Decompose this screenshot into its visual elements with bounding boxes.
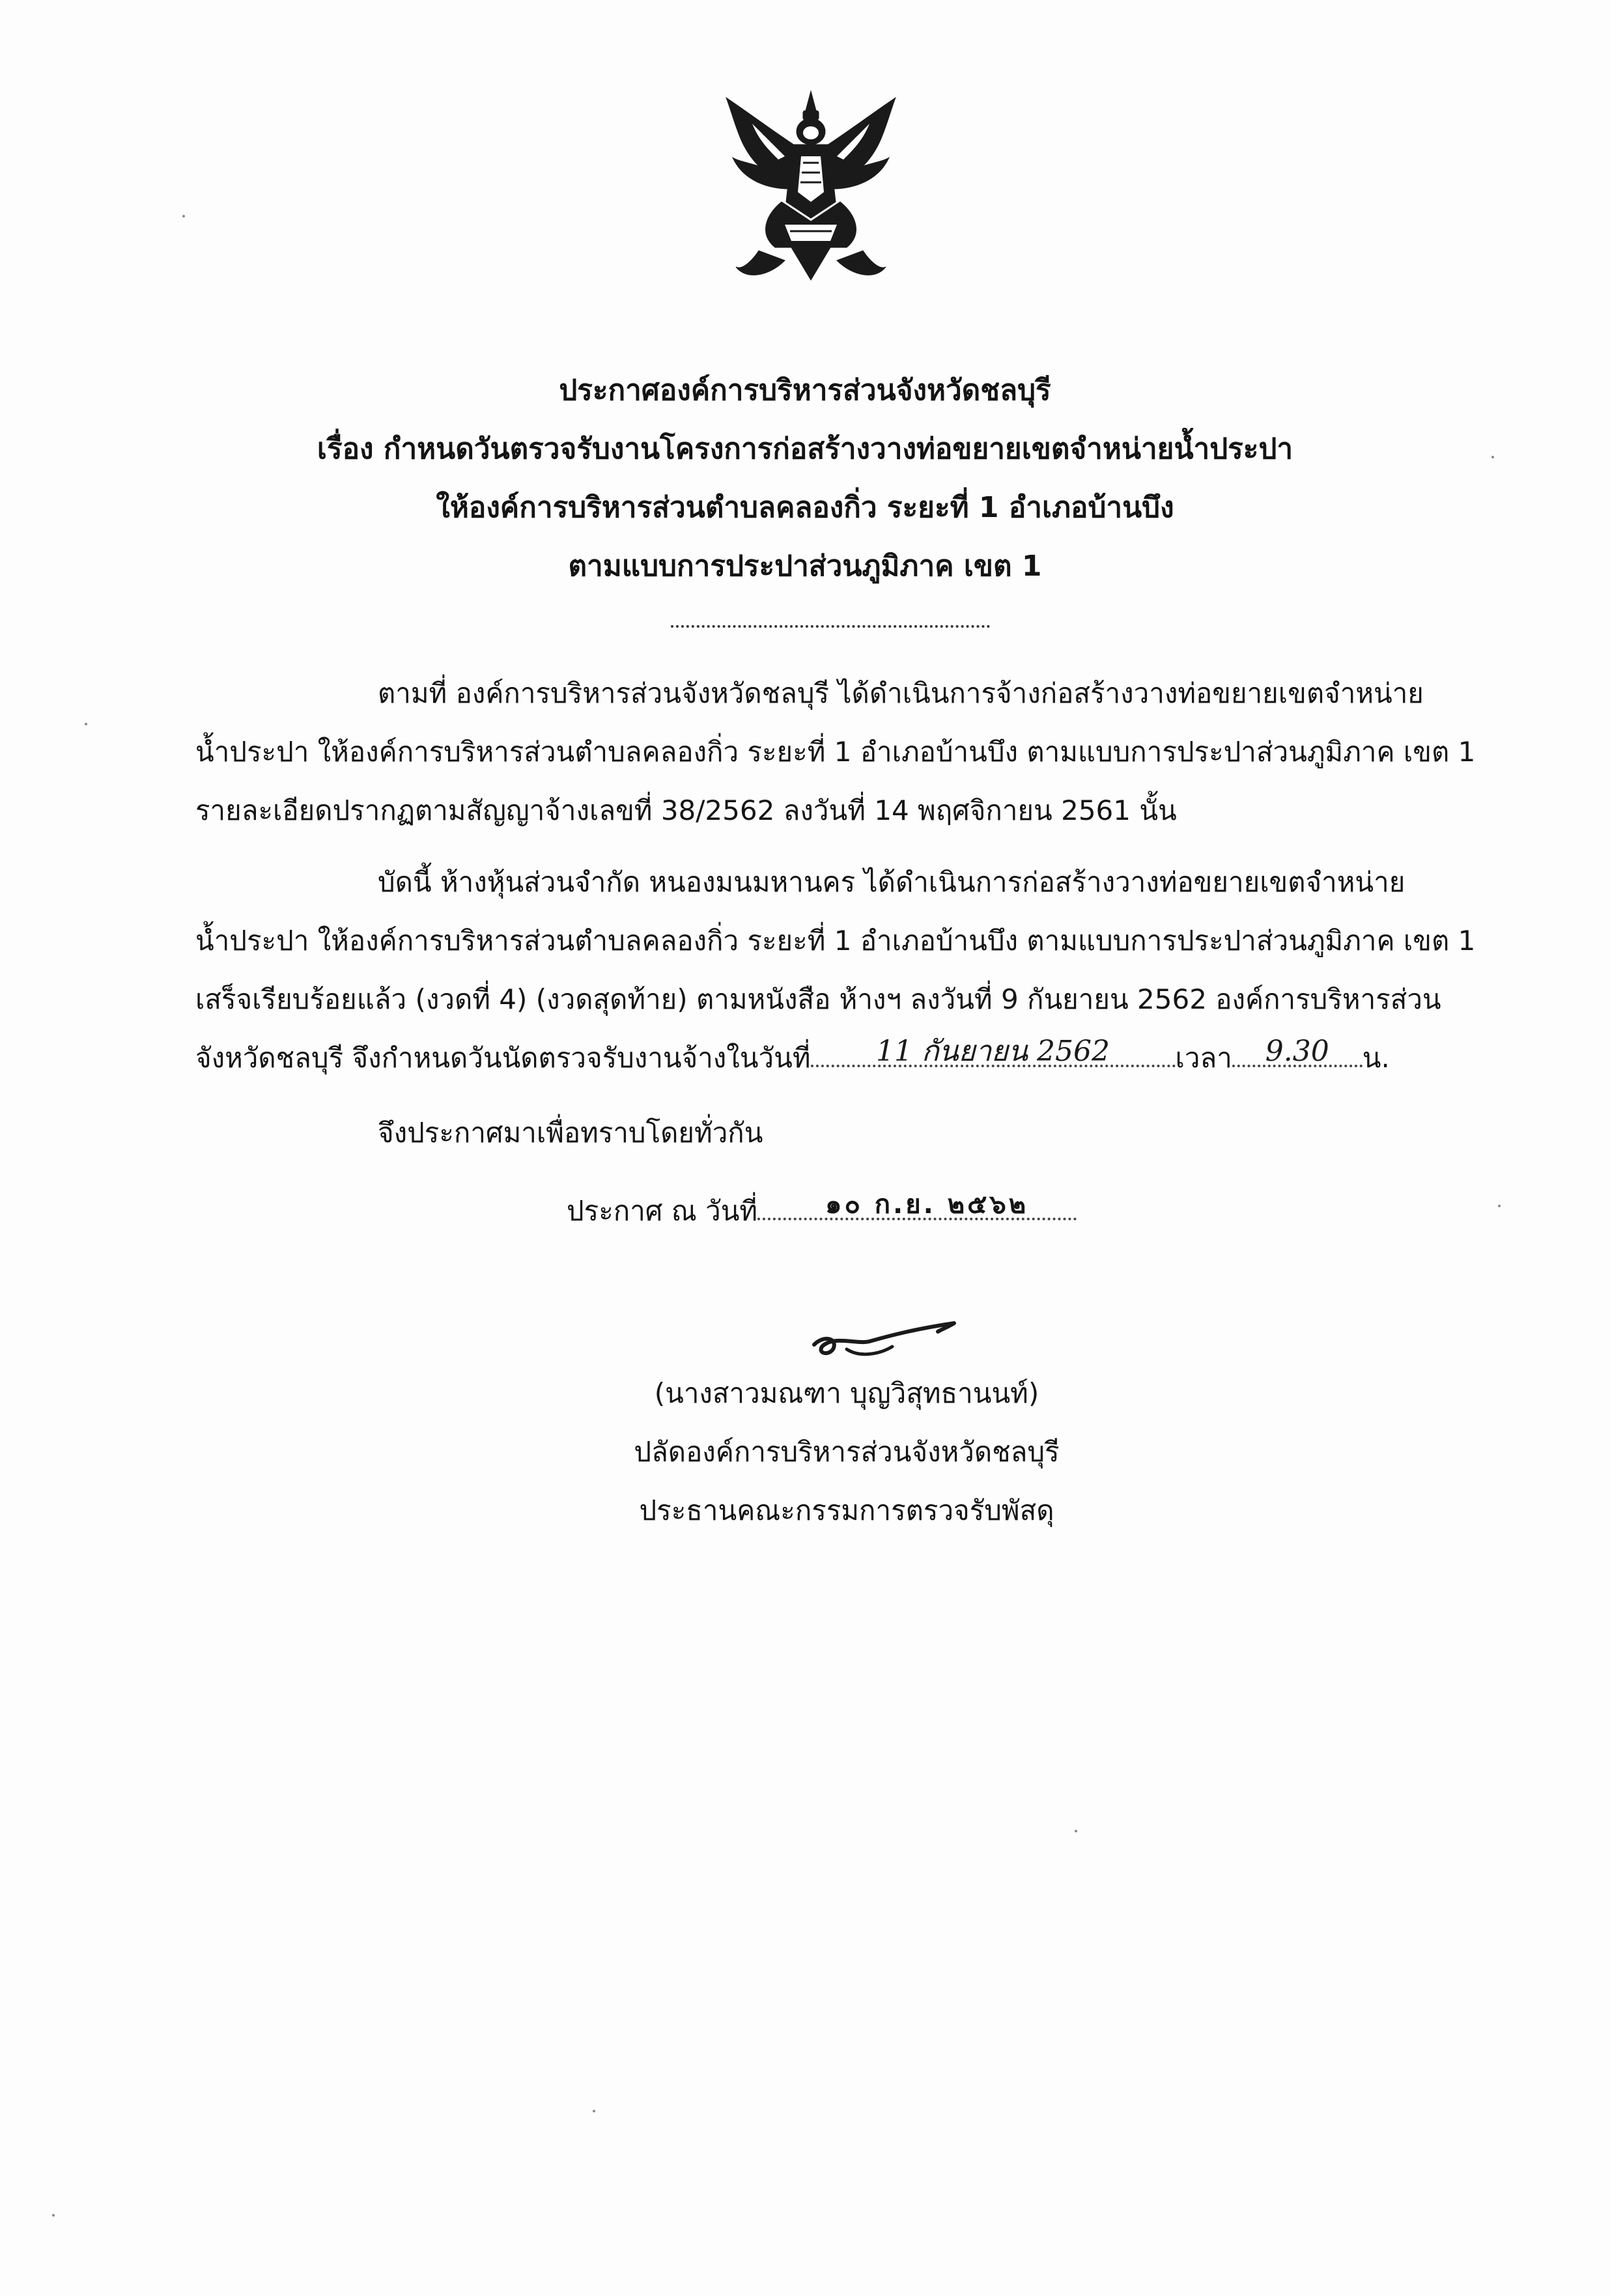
- title-separator: [671, 612, 990, 628]
- announce-date-field: [757, 1190, 1077, 1220]
- paragraph-2-line-1: บัดนี้ ห้างหุ้นส่วนจำกัด หนองมนมหานคร ได้ดำเนินการก่อสร้างวางท่อขยายเขตจำหน่าย: [378, 866, 1405, 898]
- scan-speck: [1498, 1205, 1501, 1207]
- inspection-time-field: [1232, 1035, 1363, 1068]
- garuda-emblem-icon: [713, 85, 909, 293]
- paragraph-1-line-3: รายละเอียดปรากฏตามสัญญาจ้างเลขที่ 38/2562 ลงวันที่ 14 พฤศจิกายน 2561 นั้น: [195, 794, 1177, 826]
- time-label: เวลา: [1175, 1042, 1232, 1074]
- subject-line-2: ให้องค์การบริหารส่วนตำบลคลองกิ่ว ระยะที่ 1 อำเภอบ้านบึง: [436, 491, 1174, 524]
- scan-speck: [1491, 456, 1494, 458]
- announcement-title: ประกาศองค์การบริหารส่วนจังหวัดชลบุรี: [559, 374, 1051, 407]
- time-suffix: น.: [1362, 1042, 1390, 1074]
- scan-speck: [85, 723, 87, 725]
- inspection-date-label: จังหวัดชลบุรี จึงกำหนดวันนัดตรวจรับงานจ้างในวันที่: [195, 1042, 811, 1074]
- scan-speck: [593, 2110, 595, 2112]
- inspection-date-field: [811, 1035, 1176, 1068]
- paragraph-1-line-2: น้ำประปา ให้องค์การบริหารส่วนตำบลคลองกิ่ว ระยะที่ 1 อำเภอบ้านบึง ตามแบบการประปาส่วนภูมิภาค เขต 1: [195, 736, 1476, 768]
- paragraph-2-line-3: เสร็จเรียบร้อยแล้ว (งวดที่ 4) (งวดสุดท้าย) ตามหนังสือ ห้างฯ ลงวันที่ 9 กันยายน 2562 องค์การบริหารส่วน: [195, 983, 1441, 1015]
- paragraph-2-line-4: [195, 1035, 1390, 1078]
- announce-date-line: [567, 1192, 1077, 1231]
- inspection-date-handwritten: 11 กันยายน 2562: [876, 1035, 1110, 1068]
- scan-speck: [1075, 1830, 1077, 1832]
- signature-icon: [808, 1309, 970, 1367]
- paragraph-2-line-2: น้ำประปา ให้องค์การบริหารส่วนตำบลคลองกิ่ว ระยะที่ 1 อำเภอบ้านบึง ตามแบบการประปาส่วนภูมิภาค เขต 1: [195, 925, 1476, 957]
- signatory-name: (นางสาวมณฑา บุญวิสุทธานนท์): [654, 1377, 1039, 1409]
- subject-line: เรื่อง กำหนดวันตรวจรับงานโครงการก่อสร้างวางท่อขยายเขตจำหน่ายน้ำประปา: [317, 432, 1293, 466]
- signatory-position-1: ปลัดองค์การบริหารส่วนจังหวัดชลบุรี: [634, 1436, 1060, 1468]
- signatory-position-2: ประธานคณะกรรมการตรวจรับพัสดุ: [639, 1494, 1054, 1526]
- announce-date-label: ประกาศ ณ วันที่: [567, 1195, 758, 1227]
- inspection-time-handwritten: 9.30: [1265, 1035, 1329, 1068]
- paragraph-1-line-1: ตามที่ องค์การบริหารส่วนจังหวัดชลบุรี ได้ดำเนินการจ้างก่อสร้างวางท่อขยายเขตจำหน่าย: [378, 677, 1424, 709]
- scan-speck: [52, 2214, 55, 2217]
- announce-date-stamp: ๑๐ ก.ย. ๒๕๖๒: [825, 1190, 1029, 1220]
- subject-line-3: ตามแบบการประปาส่วนภูมิภาค เขต 1: [568, 550, 1042, 583]
- scan-speck: [182, 215, 185, 217]
- closing-text: จึงประกาศมาเพื่อทราบโดยทั่วกัน: [378, 1117, 763, 1149]
